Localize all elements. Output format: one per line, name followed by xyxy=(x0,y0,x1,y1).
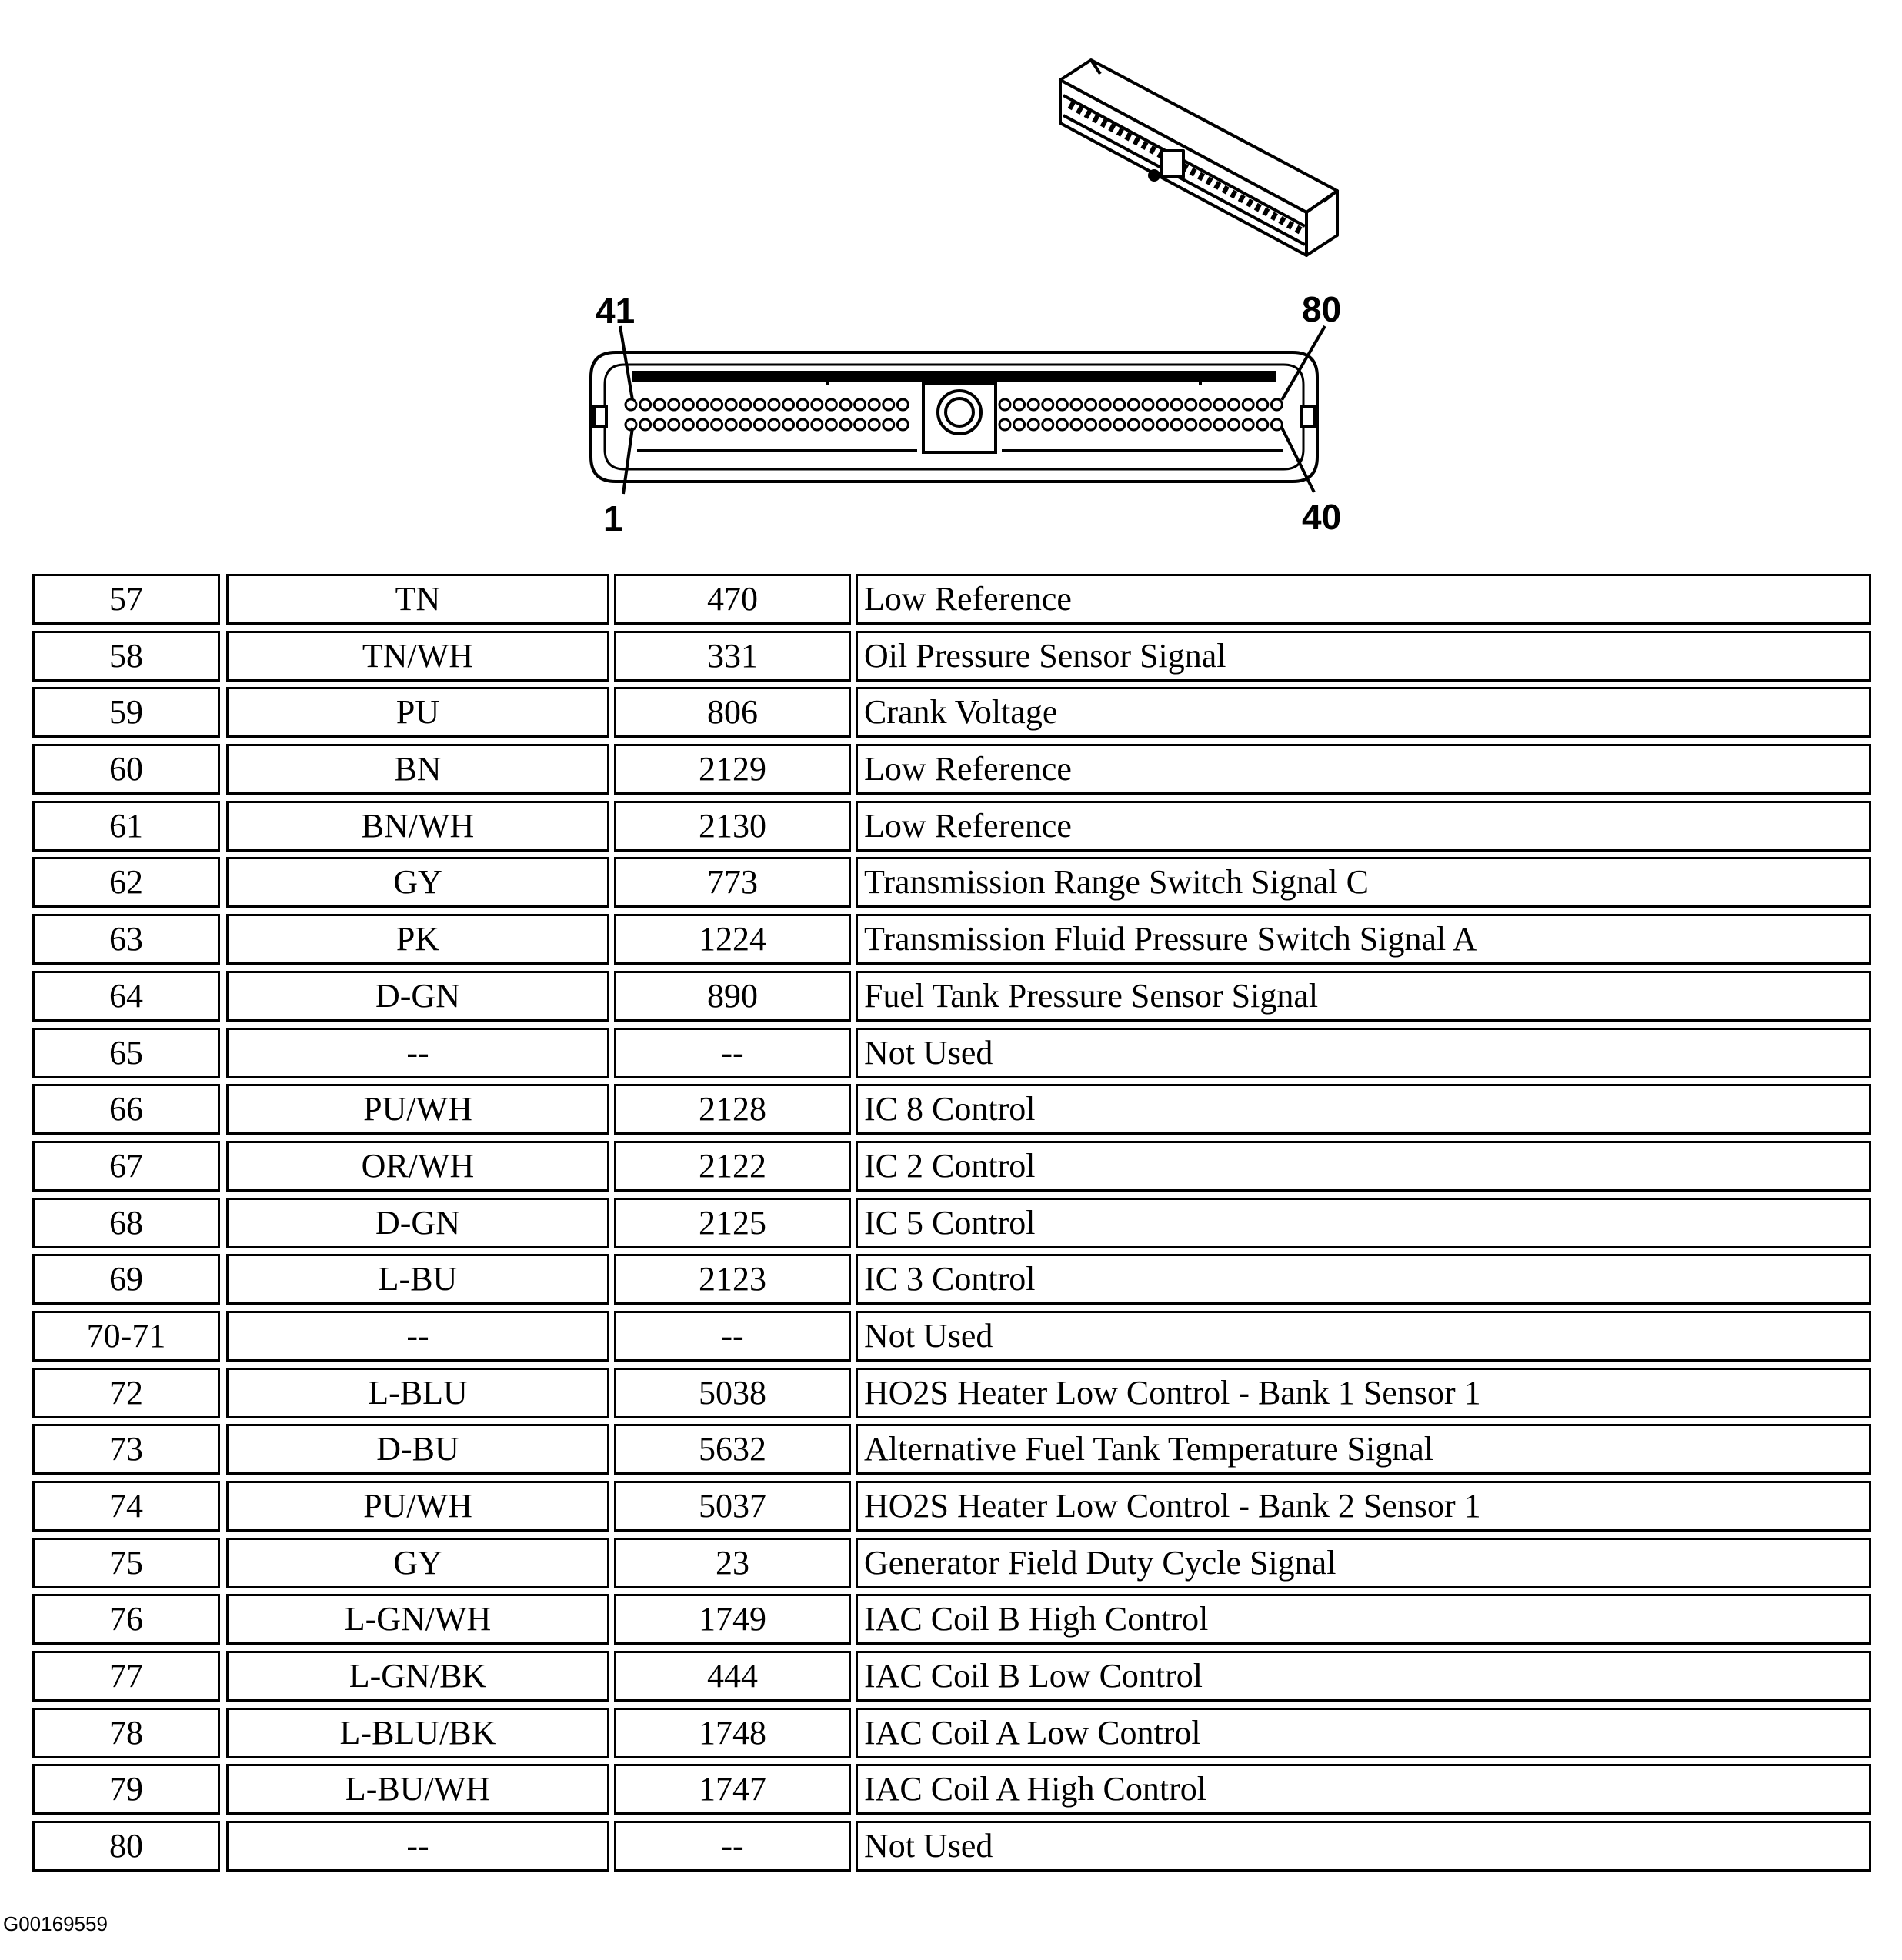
pin-hole xyxy=(1200,419,1210,430)
function-cell: Generator Field Duty Cycle Signal xyxy=(856,1538,1871,1588)
function-cell: Not Used xyxy=(856,1028,1871,1078)
pin-table xyxy=(32,574,1871,1878)
pin-hole xyxy=(1214,399,1225,410)
pin-hole xyxy=(1128,399,1139,410)
pin-cell: 79 xyxy=(32,1764,220,1815)
wire-color-cell: PK xyxy=(226,914,609,965)
pin-cell: 60 xyxy=(32,744,220,795)
circuit-cell: -- xyxy=(614,1821,851,1872)
circuit-cell: 1748 xyxy=(614,1708,851,1758)
circuit-cell: -- xyxy=(614,1311,851,1362)
pin-hole xyxy=(1171,419,1182,430)
table-row xyxy=(32,1594,1871,1645)
wire-color-cell: PU/WH xyxy=(226,1084,609,1135)
function-cell: IAC Coil A High Control xyxy=(856,1764,1871,1815)
pin-cell: 58 xyxy=(32,631,220,682)
pin-hole xyxy=(1186,419,1196,430)
pin-hole xyxy=(1043,419,1053,430)
wire-color-cell: PU xyxy=(226,687,609,738)
pin-hole xyxy=(840,399,851,410)
wire-color-cell: L-BU xyxy=(226,1254,609,1305)
circuit-cell: 23 xyxy=(614,1538,851,1588)
pin-hole xyxy=(769,399,779,410)
pin-hole xyxy=(1056,419,1067,430)
function-cell: IC 8 Control xyxy=(856,1084,1871,1135)
function-cell: Oil Pressure Sensor Signal xyxy=(856,631,1871,682)
wire-color-cell: L-BU/WH xyxy=(226,1764,609,1815)
wire-color-cell: -- xyxy=(226,1311,609,1362)
pin-hole xyxy=(1043,399,1053,410)
table-row xyxy=(32,1368,1871,1418)
circuit-cell: 2123 xyxy=(614,1254,851,1305)
pin-hole xyxy=(812,419,823,430)
pin-hole xyxy=(754,419,765,430)
wire-color-cell: TN xyxy=(226,574,609,625)
connector-3d-icon xyxy=(1060,60,1337,255)
table-row xyxy=(32,1708,1871,1758)
pin-cell: 64 xyxy=(32,971,220,1022)
pin-cell: 77 xyxy=(32,1651,220,1702)
pin-hole xyxy=(1157,399,1168,410)
pin-hole xyxy=(697,419,708,430)
circuit-cell: 5632 xyxy=(614,1424,851,1475)
circuit-cell: 331 xyxy=(614,631,851,682)
table-row xyxy=(32,631,1871,682)
pin-hole xyxy=(1229,419,1240,430)
pin-hole xyxy=(654,399,665,410)
pin-cell: 80 xyxy=(32,1821,220,1872)
function-cell: IAC Coil B High Control xyxy=(856,1594,1871,1645)
circuit-cell: 470 xyxy=(614,574,851,625)
pin-hole xyxy=(626,399,636,410)
function-cell: Fuel Tank Pressure Sensor Signal xyxy=(856,971,1871,1022)
pin-cell: 62 xyxy=(32,857,220,908)
wire-color-cell: L-BLU/BK xyxy=(226,1708,609,1758)
pin-hole xyxy=(1200,399,1210,410)
pin-hole xyxy=(669,399,679,410)
pin-hole xyxy=(897,399,908,410)
function-cell: IC 3 Control xyxy=(856,1254,1871,1305)
function-cell: Low Reference xyxy=(856,801,1871,852)
pin-hole xyxy=(1243,419,1253,430)
pin-hole xyxy=(1257,399,1268,410)
pin-hole xyxy=(897,419,908,430)
function-cell: IAC Coil A Low Control xyxy=(856,1708,1871,1758)
pin-hole xyxy=(1056,399,1067,410)
pin-label-1: 1 xyxy=(603,498,623,538)
pin-cell: 76 xyxy=(32,1594,220,1645)
pin-hole xyxy=(1028,419,1039,430)
function-cell: Low Reference xyxy=(856,744,1871,795)
circuit-cell: 2128 xyxy=(614,1084,851,1135)
pin-cell: 72 xyxy=(32,1368,220,1418)
figure-id: G00169559 xyxy=(3,1912,108,1935)
table-row xyxy=(32,914,1871,965)
table-row xyxy=(32,801,1871,852)
pin-hole xyxy=(1186,399,1196,410)
table-row xyxy=(32,687,1871,738)
pin-hole xyxy=(1171,399,1182,410)
pin-hole xyxy=(1071,399,1082,410)
wire-color-cell: L-BLU xyxy=(226,1368,609,1418)
pin-hole xyxy=(1014,419,1025,430)
connector-diagram xyxy=(0,0,1902,554)
circuit-cell: 773 xyxy=(614,857,851,908)
wire-color-cell: PU/WH xyxy=(226,1481,609,1532)
pin-hole xyxy=(1028,399,1039,410)
pin-hole xyxy=(826,399,836,410)
wire-color-cell: BN/WH xyxy=(226,801,609,852)
pin-hole xyxy=(1071,419,1082,430)
pin-cell: 68 xyxy=(32,1198,220,1248)
circuit-cell: 1749 xyxy=(614,1594,851,1645)
pin-cell: 73 xyxy=(32,1424,220,1475)
pin-cell: 57 xyxy=(32,574,220,625)
pin-label-41: 41 xyxy=(596,291,636,331)
function-cell: Not Used xyxy=(856,1821,1871,1872)
function-cell: Not Used xyxy=(856,1311,1871,1362)
circuit-cell: 2122 xyxy=(614,1141,851,1192)
pin-hole xyxy=(1157,419,1168,430)
pin-hole xyxy=(883,419,894,430)
function-cell: IC 5 Control xyxy=(856,1198,1871,1248)
pin-hole xyxy=(1143,419,1153,430)
table-row xyxy=(32,1764,1871,1815)
pin-hole xyxy=(740,419,751,430)
wire-color-cell: -- xyxy=(226,1821,609,1872)
table-row xyxy=(32,1141,1871,1192)
pin-hole xyxy=(855,399,866,410)
circuit-cell: -- xyxy=(614,1028,851,1078)
pin-hole xyxy=(869,419,879,430)
pin-hole xyxy=(999,399,1010,410)
table-row xyxy=(32,574,1871,625)
pin-hole xyxy=(682,419,693,430)
table-row xyxy=(32,971,1871,1022)
pin-hole xyxy=(769,419,779,430)
circuit-cell: 806 xyxy=(614,687,851,738)
circuit-cell: 2129 xyxy=(614,744,851,795)
table-row xyxy=(32,857,1871,908)
pin-hole xyxy=(669,419,679,430)
pin-hole xyxy=(797,399,808,410)
pin-hole xyxy=(1257,419,1268,430)
circuit-cell: 5038 xyxy=(614,1368,851,1418)
connector-face xyxy=(591,352,1317,482)
pin-hole xyxy=(812,399,823,410)
pin-hole xyxy=(869,399,879,410)
wire-color-cell: D-GN xyxy=(226,1198,609,1248)
pin-hole xyxy=(1114,419,1125,430)
wire-color-cell: GY xyxy=(226,857,609,908)
pin-hole xyxy=(640,419,651,430)
pin-hole xyxy=(783,419,794,430)
wire-color-cell: D-BU xyxy=(226,1424,609,1475)
wire-color-cell: BN xyxy=(226,744,609,795)
pin-hole xyxy=(1099,399,1110,410)
pin-hole xyxy=(1086,419,1096,430)
pin-hole xyxy=(797,419,808,430)
circuit-cell: 2130 xyxy=(614,801,851,852)
wire-color-cell: OR/WH xyxy=(226,1141,609,1192)
pin-hole xyxy=(654,419,665,430)
pin-hole xyxy=(883,399,894,410)
wire-color-cell: D-GN xyxy=(226,971,609,1022)
function-cell: IC 2 Control xyxy=(856,1141,1871,1192)
pin-hole xyxy=(1143,399,1153,410)
pin-hole xyxy=(1086,399,1096,410)
circuit-cell: 890 xyxy=(614,971,851,1022)
table-row xyxy=(32,1254,1871,1305)
function-cell: HO2S Heater Low Control - Bank 2 Sensor 1 xyxy=(856,1481,1871,1532)
table-row xyxy=(32,1311,1871,1362)
pin-label-40: 40 xyxy=(1302,497,1342,537)
pin-cell: 67 xyxy=(32,1141,220,1192)
pin-cell: 78 xyxy=(32,1708,220,1758)
pin-hole xyxy=(712,419,722,430)
function-cell: Transmission Fluid Pressure Switch Signal A xyxy=(856,914,1871,965)
table-row xyxy=(32,1651,1871,1702)
pin-hole xyxy=(1214,419,1225,430)
pin-cell: 63 xyxy=(32,914,220,965)
pin-hole xyxy=(712,399,722,410)
pin-hole xyxy=(726,399,736,410)
pin-hole xyxy=(1229,399,1240,410)
circuit-cell: 2125 xyxy=(614,1198,851,1248)
pin-hole xyxy=(840,419,851,430)
pin-hole xyxy=(1014,399,1025,410)
pin-hole xyxy=(754,399,765,410)
pin-hole xyxy=(682,399,693,410)
wire-color-cell: -- xyxy=(226,1028,609,1078)
table-row xyxy=(32,1424,1871,1475)
wire-color-cell: TN/WH xyxy=(226,631,609,682)
function-cell: Low Reference xyxy=(856,574,1871,625)
pin-cell: 61 xyxy=(32,801,220,852)
pin-cell: 66 xyxy=(32,1084,220,1135)
function-cell: Crank Voltage xyxy=(856,687,1871,738)
pin-cell: 69 xyxy=(32,1254,220,1305)
pin-hole xyxy=(740,399,751,410)
pin-hole xyxy=(1114,399,1125,410)
wire-color-cell: L-GN/WH xyxy=(226,1594,609,1645)
circuit-cell: 1747 xyxy=(614,1764,851,1815)
circuit-cell: 444 xyxy=(614,1651,851,1702)
pin-cell: 70-71 xyxy=(32,1311,220,1362)
wire-color-cell: GY xyxy=(226,1538,609,1588)
function-cell: Alternative Fuel Tank Temperature Signal xyxy=(856,1424,1871,1475)
pin-hole xyxy=(855,419,866,430)
pin-cell: 74 xyxy=(32,1481,220,1532)
table-row xyxy=(32,1198,1871,1248)
function-cell: HO2S Heater Low Control - Bank 1 Sensor 1 xyxy=(856,1368,1871,1418)
table-row xyxy=(32,1084,1871,1135)
table-row xyxy=(32,1821,1871,1872)
pin-hole xyxy=(999,419,1010,430)
table-row xyxy=(32,744,1871,795)
pin-cell: 75 xyxy=(32,1538,220,1588)
table-row xyxy=(32,1538,1871,1588)
pin-hole xyxy=(826,419,836,430)
circuit-cell: 5037 xyxy=(614,1481,851,1532)
pin-hole xyxy=(697,399,708,410)
pin-hole xyxy=(1128,419,1139,430)
pin-label-80: 80 xyxy=(1302,289,1342,329)
wire-color-cell: L-GN/BK xyxy=(226,1651,609,1702)
pin-cell: 59 xyxy=(32,687,220,738)
pin-cell: 65 xyxy=(32,1028,220,1078)
circuit-cell: 1224 xyxy=(614,914,851,965)
pin-hole xyxy=(1099,419,1110,430)
table-row xyxy=(32,1028,1871,1078)
table-row xyxy=(32,1481,1871,1532)
function-cell: IAC Coil B Low Control xyxy=(856,1651,1871,1702)
pin-hole xyxy=(1243,399,1253,410)
pin-hole xyxy=(1271,399,1282,410)
function-cell: Transmission Range Switch Signal C xyxy=(856,857,1871,908)
pin-hole xyxy=(783,399,794,410)
pin-hole xyxy=(640,399,651,410)
pin-hole xyxy=(726,419,736,430)
